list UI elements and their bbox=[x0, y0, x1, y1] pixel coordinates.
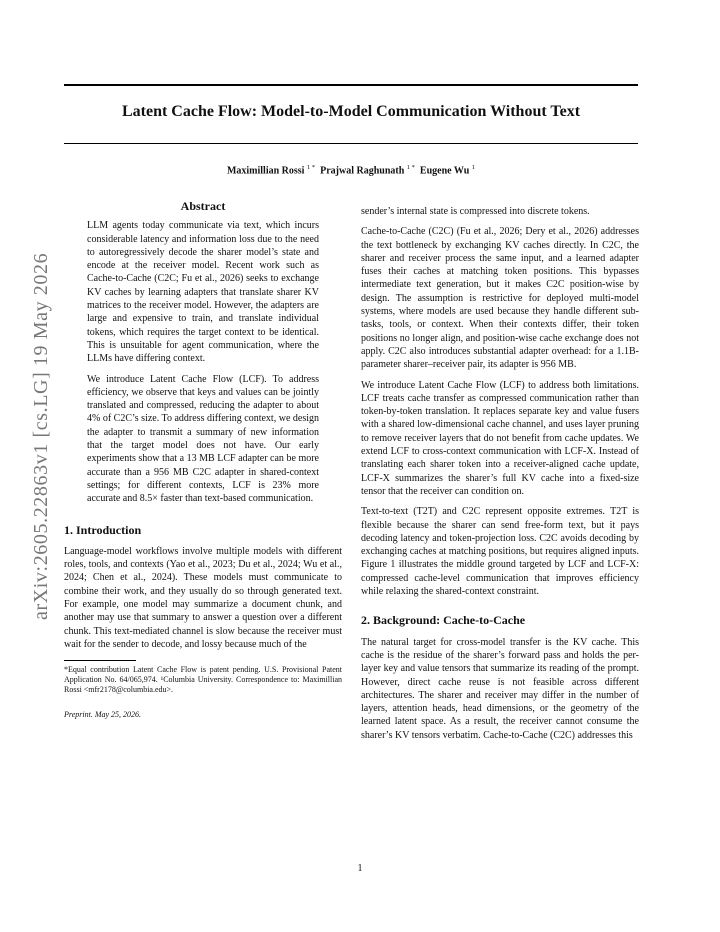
footnote: *Equal contribution Latent Cache Flow is patent pending. U.S. Provisional Patent Application No. 64/065,974. ¹Columbia University. Correspondence to: Maximillian Rossi <mfr2178@columbia.edu>. bbox=[64, 665, 342, 694]
section-heading-background: 2. Background: Cache-to-Cache bbox=[361, 613, 526, 628]
top-rule bbox=[64, 84, 638, 86]
page-number: 1 bbox=[357, 863, 363, 874]
paper-title: Latent Cache Flow: Model-to-Model Communication Without Text bbox=[121, 103, 581, 120]
body-paragraph: Cache-to-Cache (C2C) (Fu et al., 2026; Dery et al., 2026) addresses the text bottleneck by exchanging KV caches directly. In C2C, the sharer and receiver process the same input, and a learned adapter fuses their caches at matching token positions. This bypasses intermediate text generation, but it makes C2C position-wise by design. The assumption is restrictive for deployed multi-model systems, where models are used because they handle different sub-tasks, tools, or context. When their contexts differ, their token positions no longer align, and position-wise cache exchange does not apply. C2C also introduces substantial adapter overhead: for a 1.1B-parameter sharer–receiver pair, its adapter is 956 MB. bbox=[361, 226, 639, 371]
author-affiliation: 1 * bbox=[306, 164, 316, 171]
body-paragraph: We introduce Latent Cache Flow (LCF) to address both limitations. LCF treats cache transfer as compressed communication rather than token-by-token translation. It replaces separate key and value fusers with a shared low-dimensional cache channel, and uses layer pruning to remove receiver layers that do not benefit from cache updates. We extend LCF to cross-context communication with LCF-X. Instead of translating each sharer token into a receiver-aligned cache update, LCF-X summarizes the sharer’s full KV cache into a fixed-size tensor that the receiver can condition on. bbox=[361, 379, 639, 497]
author-list bbox=[64, 164, 638, 176]
abstract-heading: Abstract bbox=[180, 199, 226, 213]
abstract bbox=[64, 200, 342, 506]
body-paragraph: The natural target for cross-model transfer is the KV cache. This cache is the residue of the sharer’s forward pass and holds the per-layer key and value tensors that summarize its reading of the prompt. However, direct cache reuse is not feasible across different architectures. The sharer and receiver may differ in the number of layers, attention heads, head dimensions, or the geometry of the learned latent space. As a result, the receiver cannot consume the sharer’s KV tensors verbatim. Cache-to-Cache (C2C) addresses this bbox=[361, 636, 639, 741]
right-column bbox=[361, 205, 639, 749]
author-name: Eugene Wu bbox=[419, 165, 470, 177]
author-affiliation: 1 bbox=[471, 164, 476, 171]
abstract-paragraph: LLM agents today communicate via text, which incurs considerable latency and information loss due to the need to autoregressively decode the sharer model’s state and encode at the receiver model. Recent work such as Cache-to-Cache (C2C; Fu et al., 2026) seeks to exchange KV caches by learning adapters that translate sharer KV matrices to the receiver model. However, the adapters are large and expensive to train, and translate individual tokens, which requires the target context to be identical. This is unsuitable for agent communication, where the LLMs have differing context. bbox=[87, 220, 319, 365]
footnote-rule bbox=[64, 660, 136, 661]
author-name: Prajwal Raghunath bbox=[320, 165, 405, 177]
left-column bbox=[64, 200, 342, 721]
body-paragraph: sender’s internal state is compressed into discrete tokens. bbox=[361, 206, 590, 217]
section-heading-introduction: 1. Introduction bbox=[64, 522, 142, 537]
arxiv-identifier: arXiv:2605.22863v1 [cs.LG] 19 May 2026 bbox=[30, 252, 52, 620]
author-name: Maximillian Rossi bbox=[226, 165, 305, 177]
body-paragraph: Text-to-text (T2T) and C2C represent opposite extremes. T2T is flexible because the sharer can send free-form text, but it pays decoding latency and token-projection loss. C2C avoids decoding by exchanging caches at matching positions, but requires aligned inputs. Figure 1 illustrates the middle ground targeted by LCF and LCF-X: compressed cache-level communication that improves efficiency while relaxing the shared-context constraint. bbox=[361, 506, 639, 598]
abstract-paragraph: We introduce Latent Cache Flow (LCF). To address efficiency, we observe that keys and values can be jointly translated and compressed, reducing the adapter to about 4% of C2C’s size. To address differing context, we design the adapter to transmit a summary of new information that the target model does not have. Our early experiments show that a 13 MB LCF adapter can be more accurate than a 956 MB C2C adapter in shared-context settings; for different contexts, LCF is 23% more accurate and 8.5× faster than text-based communication. bbox=[87, 373, 319, 505]
author-affiliation: 1 * bbox=[406, 164, 415, 171]
intro-paragraph: Language-model workflows involve multiple models with different roles, tools, and contexts (Yao et al., 2023; Du et al., 2024; Wu et al., 2024; Chen et al., 2024). These models must communicate to combine their work, and they usually do so through generated text. For example, one model may summarize a document chunk, and another may use that summary to answer a question over a different chunk. This text-mediated channel is slow because the receiver must wait for the sender to decode, and lossy because much of the bbox=[64, 545, 342, 650]
title-bottom-rule bbox=[64, 143, 638, 144]
preprint-note: Preprint. May 25, 2026. bbox=[64, 710, 142, 719]
